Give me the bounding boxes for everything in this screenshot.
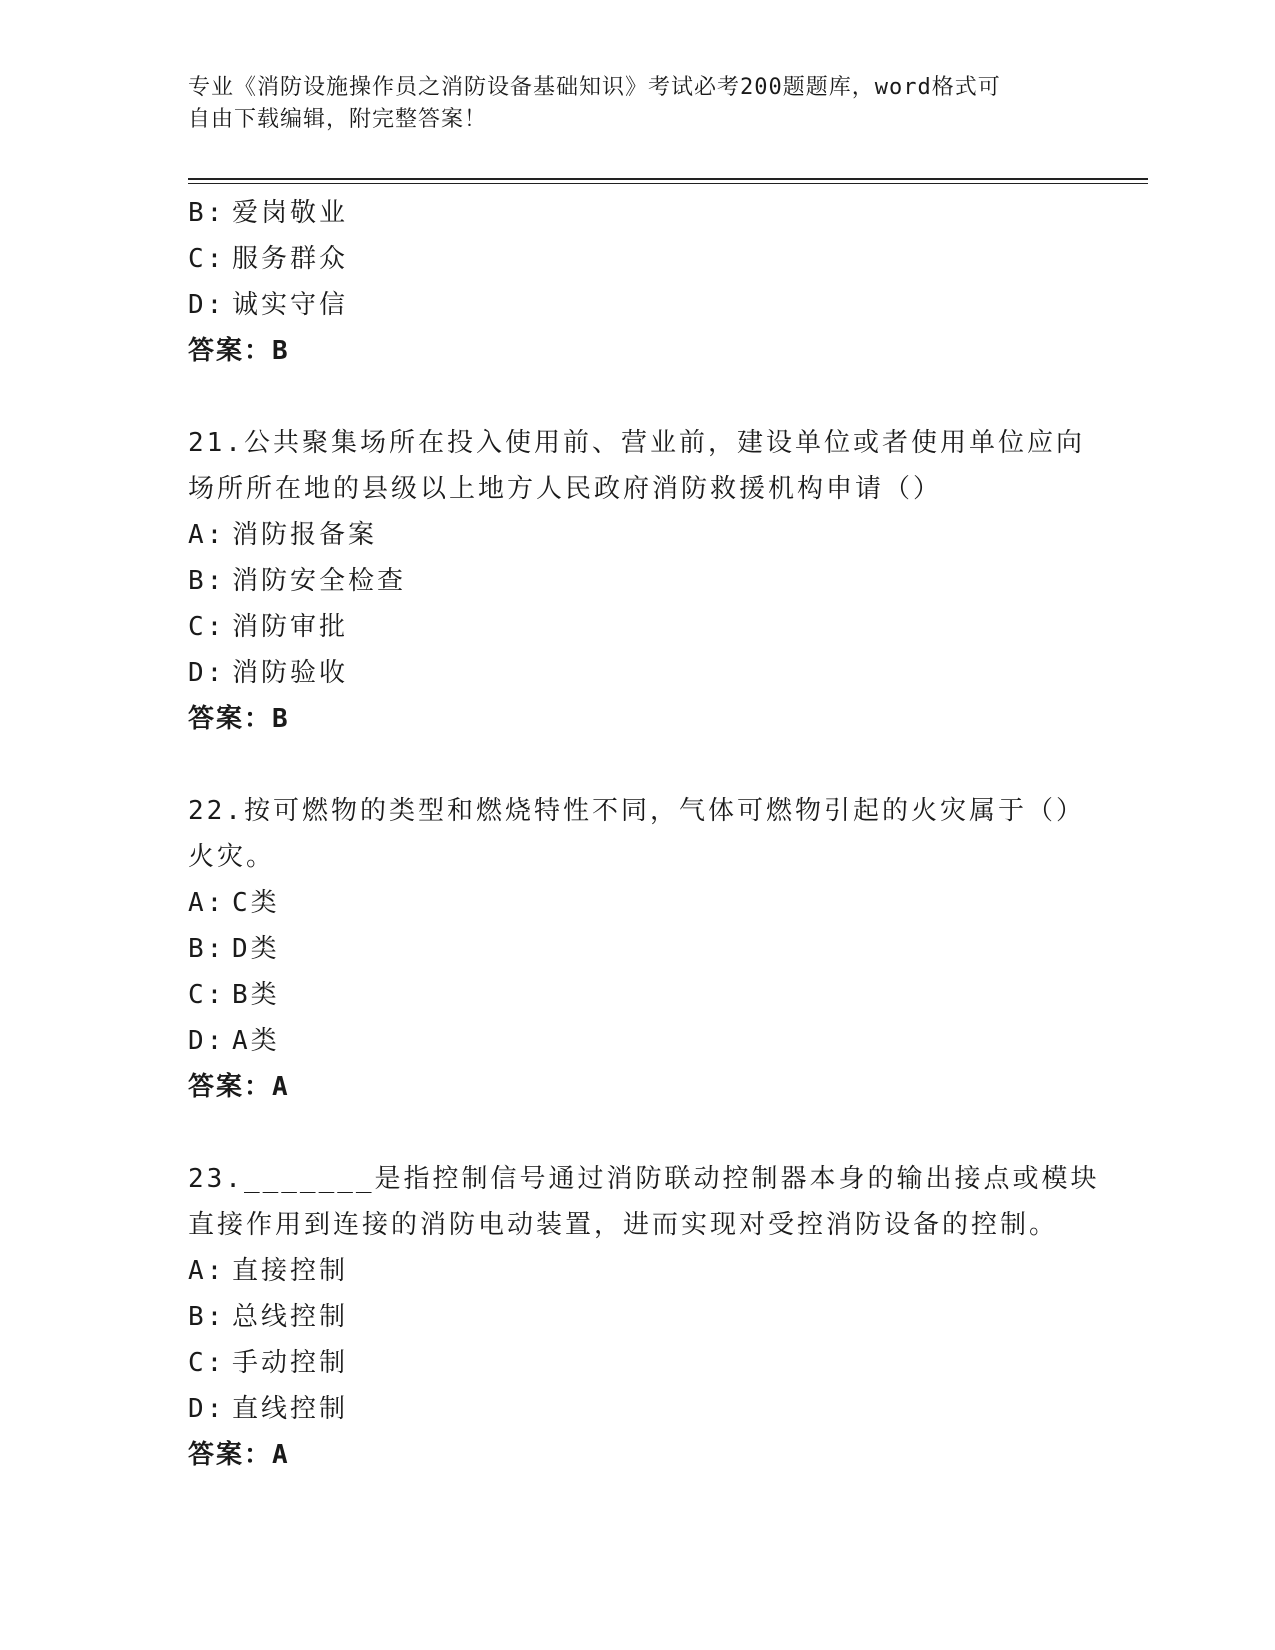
answer: 答案：B xyxy=(188,704,290,734)
option-label: A: xyxy=(188,888,226,918)
answer: 答案：A xyxy=(188,1440,290,1470)
option-label: B: xyxy=(188,198,226,228)
option-label: B: xyxy=(188,1302,226,1332)
option-a xyxy=(188,880,1088,926)
question-stem: 直接作用到连接的消防电动装置，进而实现对受控消防设备的控制。 xyxy=(188,1210,1059,1240)
header-divider xyxy=(188,178,1148,184)
spacer xyxy=(188,1110,1088,1156)
option-label: C: xyxy=(188,612,226,642)
spacer xyxy=(188,742,1088,788)
header-line-2: 自由下载编辑，附完整答案！ xyxy=(188,107,488,132)
option-d xyxy=(188,1386,1088,1432)
option-text: 消防验收 xyxy=(232,658,349,688)
option-b xyxy=(188,190,1088,236)
option-label: D: xyxy=(188,1026,226,1056)
question-stem: 21.公共聚集场所在投入使用前、营业前，建设单位或者使用单位应向 xyxy=(188,428,1085,458)
option-d xyxy=(188,282,1088,328)
option-label: C: xyxy=(188,244,226,274)
answer: 答案：A xyxy=(188,1072,290,1102)
option-d xyxy=(188,1018,1088,1064)
question-list xyxy=(188,190,1100,1478)
question-20 xyxy=(188,190,1088,374)
option-label: D: xyxy=(188,1394,226,1424)
answer: 答案：B xyxy=(188,336,290,366)
option-text: 消防报备案 xyxy=(232,520,378,550)
question-21 xyxy=(188,420,1088,742)
option-text: 手动控制 xyxy=(232,1348,349,1378)
option-a xyxy=(188,512,1088,558)
option-text: 直线控制 xyxy=(232,1394,349,1424)
option-text: 服务群众 xyxy=(232,244,349,274)
option-text: C类 xyxy=(232,888,280,918)
option-label: C: xyxy=(188,1348,226,1378)
question-stem: 场所所在地的县级以上地方人民政府消防救援机构申请（） xyxy=(188,474,943,504)
option-text: B类 xyxy=(232,980,280,1010)
option-b xyxy=(188,926,1088,972)
option-b xyxy=(188,558,1088,604)
spacer xyxy=(188,374,1088,420)
option-text: A类 xyxy=(232,1026,280,1056)
option-label: B: xyxy=(188,566,226,596)
option-c xyxy=(188,236,1088,282)
header-line-1: 专业《消防设施操作员之消防设备基础知识》考试必考200题题库，word格式可 xyxy=(188,75,1001,100)
option-label: D: xyxy=(188,658,226,688)
option-c xyxy=(188,972,1088,1018)
option-label: C: xyxy=(188,980,226,1010)
option-text: D类 xyxy=(232,934,280,964)
option-text: 诚实守信 xyxy=(232,290,349,320)
option-text: 总线控制 xyxy=(232,1302,349,1332)
option-label: D: xyxy=(188,290,226,320)
question-stem: 23._______是指控制信号通过消防联动控制器本身的输出接点或模块 xyxy=(188,1164,1100,1194)
option-text: 爱岗敬业 xyxy=(232,198,349,228)
option-b xyxy=(188,1294,1088,1340)
question-23 xyxy=(188,1156,1100,1478)
option-label: A: xyxy=(188,1256,226,1286)
question-stem: 22.按可燃物的类型和燃烧特性不同，气体可燃物引起的火灾属于（） xyxy=(188,796,1085,826)
question-22 xyxy=(188,788,1088,1110)
option-c xyxy=(188,604,1088,650)
option-text: 消防审批 xyxy=(232,612,349,642)
option-text: 消防安全检查 xyxy=(232,566,407,596)
option-label: A: xyxy=(188,520,226,550)
option-c xyxy=(188,1340,1088,1386)
option-text: 直接控制 xyxy=(232,1256,349,1286)
question-stem: 火灾。 xyxy=(188,842,276,872)
option-d xyxy=(188,650,1088,696)
option-a xyxy=(188,1248,1088,1294)
option-label: B: xyxy=(188,934,226,964)
document-header xyxy=(188,72,1068,136)
